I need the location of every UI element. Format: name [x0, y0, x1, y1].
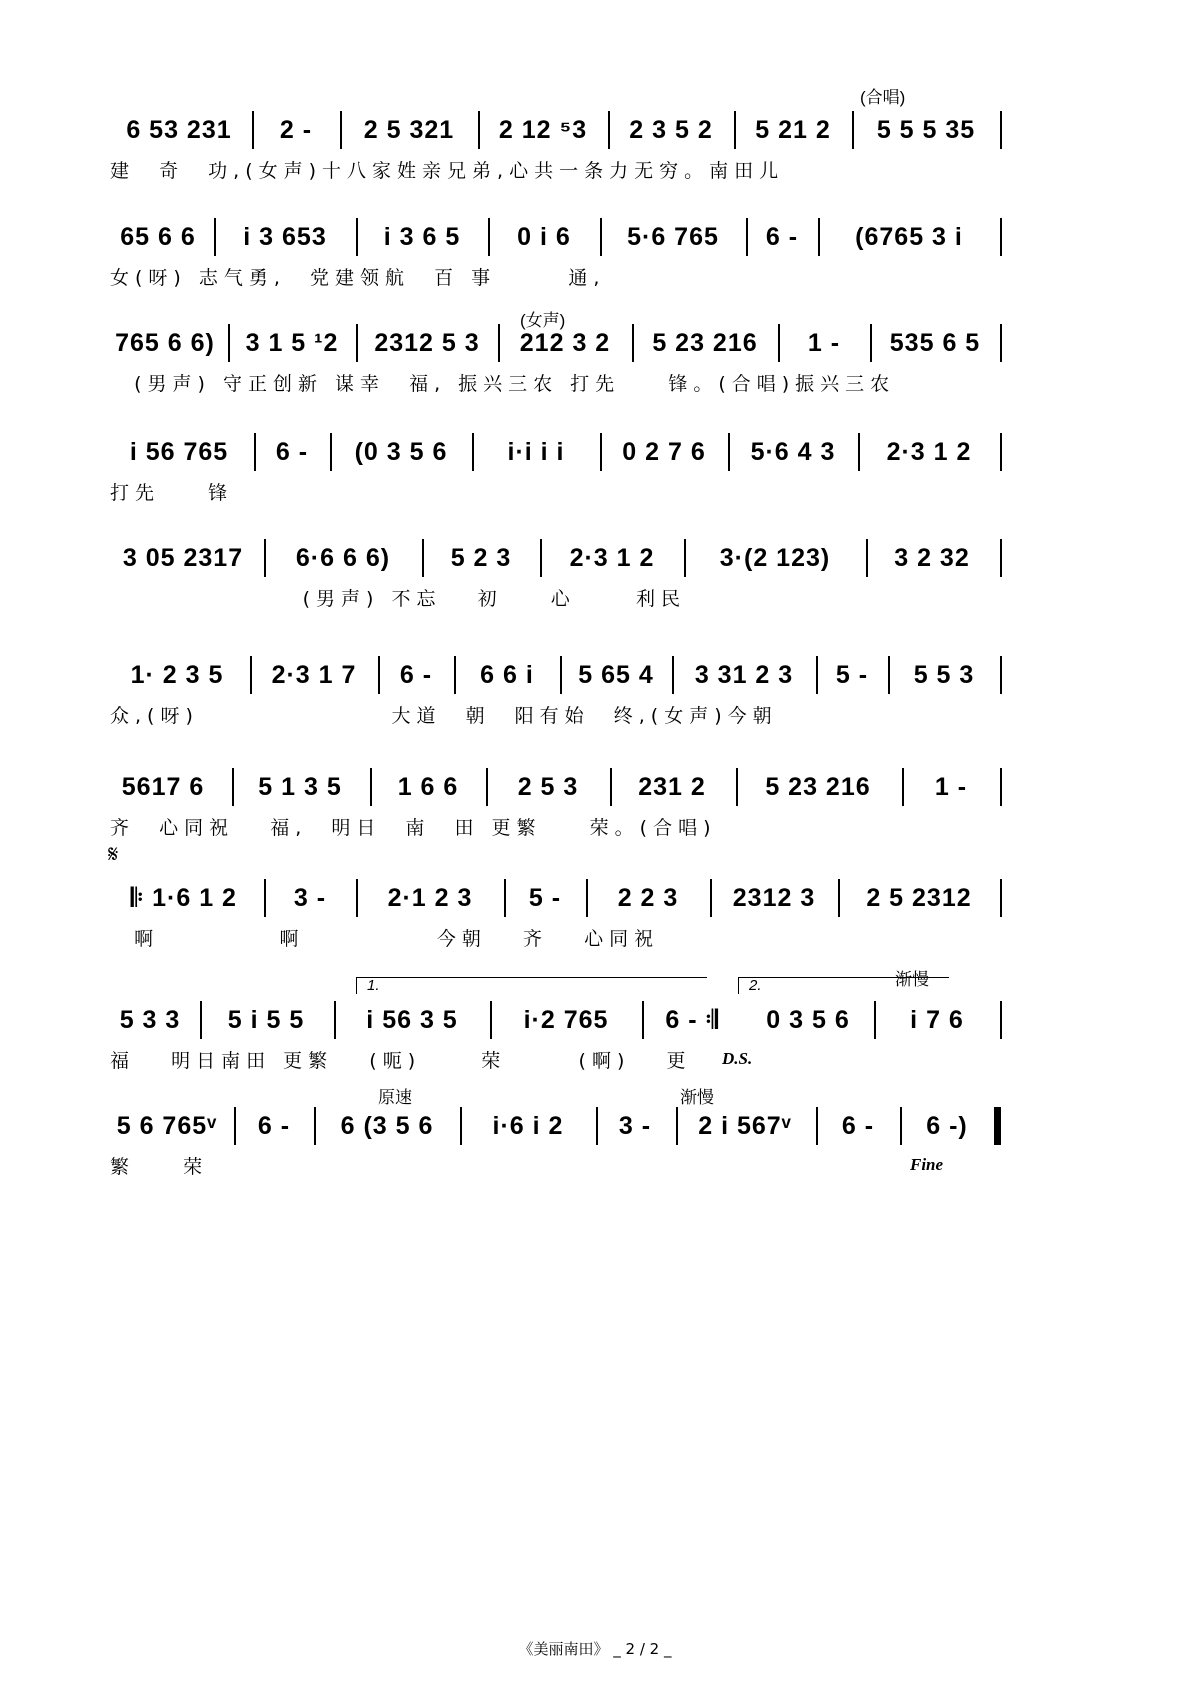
measure: 5 65 4	[578, 661, 654, 689]
barline	[330, 433, 332, 471]
barline	[334, 1001, 336, 1039]
measure: 2 5 321	[363, 116, 455, 144]
barline	[1000, 1001, 1002, 1039]
tempo-mark: 渐慢	[895, 970, 929, 989]
barline	[340, 111, 342, 149]
measure: 5 6 765ᵛ	[116, 1112, 218, 1140]
barline	[1000, 656, 1002, 694]
measure: 5·6 765	[627, 223, 719, 251]
measure: 2·3 1 7	[271, 661, 357, 689]
notation-line	[110, 660, 1078, 690]
measure: i·i i i	[507, 438, 565, 466]
barline	[608, 111, 610, 149]
measure: 5 1 3 5	[258, 773, 342, 801]
measure: 5 23 216	[765, 773, 871, 801]
barline	[1000, 218, 1002, 256]
measure: 5 -	[835, 661, 869, 689]
barline	[632, 324, 634, 362]
barline	[356, 324, 358, 362]
measure: 6 -	[275, 438, 309, 466]
measure: 6 (3 5 6	[340, 1112, 434, 1140]
measure: 0 i 6	[517, 223, 571, 251]
measure: 2 5 2312	[866, 884, 972, 912]
final-barline	[994, 1107, 1001, 1145]
measure: 3 1 5 ¹2	[245, 329, 339, 357]
notation-line	[110, 115, 1078, 145]
lyric-line: 建 奇 功,(女声)十八家姓亲兄弟,心共一条力无穷。南田儿	[110, 160, 785, 182]
measure: 6 53 231	[126, 116, 232, 144]
measure: 5 -	[528, 884, 562, 912]
measure: 1 -	[807, 329, 841, 357]
barline	[902, 768, 904, 806]
barline	[422, 539, 424, 577]
barline	[498, 324, 500, 362]
volta-second-ending: 2.	[738, 977, 949, 994]
fine-mark: Fine	[910, 1155, 944, 1174]
barline	[486, 768, 488, 806]
barline	[816, 656, 818, 694]
measure: 2312 5 3	[374, 329, 480, 357]
measure: 65 6 6	[120, 223, 196, 251]
segno-icon: 𝄋	[108, 841, 119, 868]
measure: 6 6 i	[480, 661, 534, 689]
notation-line	[110, 772, 1078, 802]
barline	[264, 539, 266, 577]
barline	[736, 768, 738, 806]
barline	[672, 656, 674, 694]
measure: 5 3 3	[119, 1006, 181, 1034]
barline	[866, 539, 868, 577]
measure: 2 -	[279, 116, 313, 144]
barline	[370, 768, 372, 806]
measure: 6·6 6 6)	[295, 544, 391, 572]
notation-line	[110, 328, 1078, 358]
barline	[314, 1107, 316, 1145]
barline	[1000, 324, 1002, 362]
notation-line	[110, 437, 1078, 467]
measure: (6765 3 i	[855, 223, 963, 251]
lyric-line: 齐 心同祝 福, 明日 南 田 更繁 荣。(合唱)	[110, 817, 717, 839]
measure: 6 -	[765, 223, 799, 251]
measure: 212 3 2	[519, 329, 611, 357]
measure: 5 i 5 5	[227, 1006, 305, 1034]
measure: 𝄆 1·6 1 2	[131, 884, 237, 912]
measure: 1 6 6	[397, 773, 459, 801]
barline	[746, 218, 748, 256]
measure: 231 2	[638, 773, 706, 801]
barline	[356, 218, 358, 256]
barline	[734, 111, 736, 149]
barline	[1000, 433, 1002, 471]
barline	[1000, 879, 1002, 917]
measure: i·6 i 2	[492, 1112, 564, 1140]
measure: 2 5 3	[517, 773, 579, 801]
barline	[888, 656, 890, 694]
barline	[356, 879, 358, 917]
barline	[600, 218, 602, 256]
barline	[610, 768, 612, 806]
barline	[778, 324, 780, 362]
measure: 5 5 3	[913, 661, 975, 689]
measure: 2·3 1 2	[569, 544, 655, 572]
barline	[378, 656, 380, 694]
barline	[1000, 768, 1002, 806]
measure: 1· 2 3 5	[130, 661, 224, 689]
measure: (0 3 5 6	[354, 438, 448, 466]
measure: 2·1 2 3	[387, 884, 473, 912]
measure: 5·6 4 3	[750, 438, 836, 466]
measure: 2 i 567ᵛ	[698, 1112, 792, 1140]
barline	[250, 656, 252, 694]
measure: 3 -	[293, 884, 327, 912]
measure: 3 05 2317	[122, 544, 244, 572]
notation-line	[110, 1005, 1078, 1035]
barline	[234, 1107, 236, 1145]
measure: 2312 3	[732, 884, 816, 912]
barline	[586, 879, 588, 917]
barline	[460, 1107, 462, 1145]
barline	[540, 539, 542, 577]
measure: 2 2 3	[617, 884, 679, 912]
lyric-line: (男声) 不忘 初 心 利民	[110, 588, 686, 610]
barline	[870, 324, 872, 362]
volta-first-ending: 1.	[356, 977, 707, 994]
lyric-line: (男声) 守正创新 谋幸 福, 振兴三农 打先 锋。(合唱)振兴三农	[110, 373, 896, 395]
barline	[1000, 539, 1002, 577]
notation-line	[110, 1111, 1078, 1141]
barline	[504, 879, 506, 917]
lyric-line: 女(呀) 志气勇, 党建领航 百 事 通,	[110, 267, 606, 289]
barline	[200, 1001, 202, 1039]
dal-segno-mark: D.S.	[722, 1049, 753, 1068]
tempo-mark: 原速	[378, 1088, 412, 1107]
measure: 5 23 216	[652, 329, 758, 357]
measure: 5 5 5 35	[876, 116, 976, 144]
barline	[228, 324, 230, 362]
barline	[472, 433, 474, 471]
measure: 1 -	[934, 773, 968, 801]
measure: 5617 6	[121, 773, 205, 801]
notation-line	[110, 222, 1078, 252]
measure: i 7 6	[910, 1006, 964, 1034]
voice-mark: (合唱)	[860, 88, 906, 107]
tempo-mark: 渐慢	[680, 1088, 714, 1107]
barline	[838, 879, 840, 917]
barline	[600, 433, 602, 471]
measure: 2 3 5 2	[629, 116, 713, 144]
barline	[264, 879, 266, 917]
measure: i 3 6 5	[383, 223, 461, 251]
barline	[214, 218, 216, 256]
barline	[858, 433, 860, 471]
measure: 3 31 2 3	[694, 661, 794, 689]
barline	[818, 218, 820, 256]
barline	[454, 656, 456, 694]
measure: 6 - 𝄇	[665, 1006, 719, 1034]
lyric-line: 福 明日南田 更繁 (呃) 荣 (啊) 更	[110, 1050, 692, 1072]
barline	[490, 1001, 492, 1039]
measure: 5 2 3	[450, 544, 512, 572]
measure: 2 12 ⁵3	[498, 116, 588, 144]
lyric-line: 众,(呀) 大道 朝 阳有始 终,(女声)今朝	[110, 705, 778, 727]
barline	[560, 656, 562, 694]
measure: 0 2 7 6	[622, 438, 706, 466]
notation-line	[110, 883, 1078, 913]
barline	[252, 111, 254, 149]
measure: 5 21 2	[755, 116, 831, 144]
barline	[816, 1107, 818, 1145]
measure: 6 -	[841, 1112, 875, 1140]
barline	[710, 879, 712, 917]
measure: 3·(2 123)	[719, 544, 831, 572]
measure: 6 -	[257, 1112, 291, 1140]
notation-line	[110, 543, 1078, 573]
barline	[488, 218, 490, 256]
lyric-line: 繁 荣	[110, 1156, 209, 1178]
measure: i 3 653	[243, 223, 327, 251]
barline	[874, 1001, 876, 1039]
barline	[642, 1001, 644, 1039]
measure: 535 6 5	[889, 329, 981, 357]
barline	[232, 768, 234, 806]
lyric-line: 打先 锋	[110, 482, 234, 504]
barline	[254, 433, 256, 471]
lyric-line: 啊 啊 今朝 齐 心同祝	[110, 928, 660, 950]
measure: 2·3 1 2	[886, 438, 972, 466]
measure: 6 -	[399, 661, 433, 689]
measure: 3 -	[618, 1112, 652, 1140]
voice-mark: (女声)	[520, 311, 566, 330]
measure: i·2 765	[523, 1006, 609, 1034]
page-footer: 《美丽南田》 _ 2 / 2 _	[518, 1640, 672, 1658]
barline	[676, 1107, 678, 1145]
barline	[684, 539, 686, 577]
measure: 0 3 5 6	[766, 1006, 850, 1034]
barline	[596, 1107, 598, 1145]
measure: 3 2 32	[894, 544, 970, 572]
barline	[728, 433, 730, 471]
measure: 6 -)	[926, 1112, 968, 1140]
measure: i 56 765	[129, 438, 229, 466]
measure: 765 6 6)	[115, 329, 215, 357]
barline	[1000, 111, 1002, 149]
barline	[900, 1107, 902, 1145]
measure: i 56 3 5	[366, 1006, 458, 1034]
barline	[852, 111, 854, 149]
barline	[478, 111, 480, 149]
